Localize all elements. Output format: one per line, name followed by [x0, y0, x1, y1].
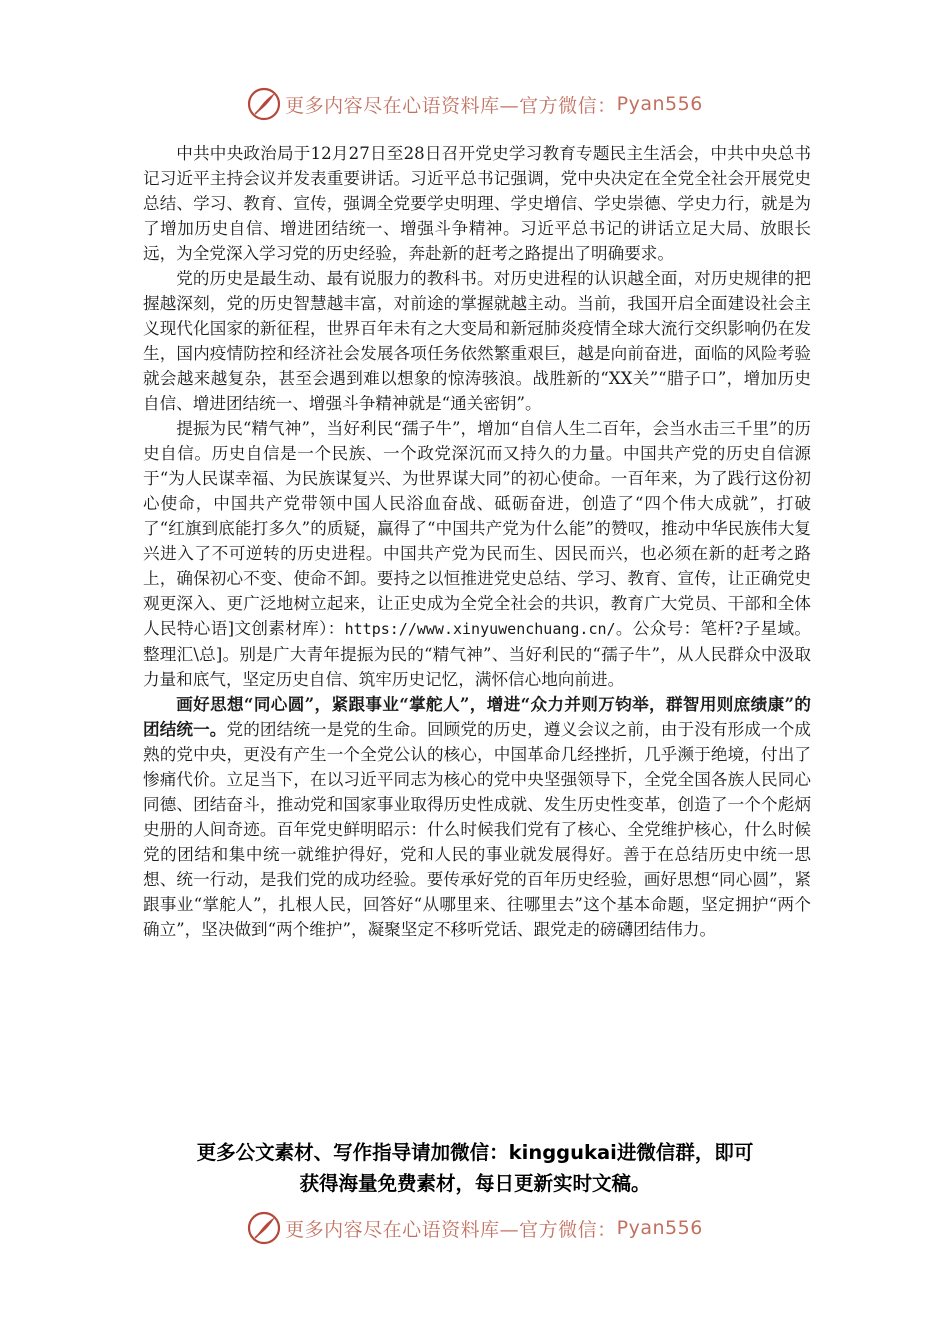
banner-text: 更多内容尽在心语资料库—官方微信：: [285, 1218, 617, 1241]
paragraph-4-heading: 画好思想“同心圆”，紧跟事业“掌舵人”，增进“众力并则万钧举，群智用则庶绩康”的团结统一。: [143, 694, 811, 739]
header-banner: [0, 84, 950, 124]
paragraph-4: [143, 692, 811, 942]
banner-text: 更多内容尽在心语资料库—官方微信：: [285, 94, 617, 117]
website-link[interactable]: https://www.xinyuwenchuang.cn/: [344, 620, 616, 638]
banner-wechat-id: Pyan556: [616, 1217, 703, 1239]
paragraph-1: 中共中央政治局于12月27日至28日召开党史学习教育专题民主生活会，中共中央总书记习近平主持会议并发表重要讲话。习近平总书记强调，党中央决定在全党全社会开展党史总结、学习、教育、宣传，强调全党要学史明理、学史增信、学史崇德、学史力行，就是为了增加历史自信、增进团结统一、增强斗争精神。习近平总书记的讲话立足大局、放眼长远，为全党深入学习党的历史经验，奔赴新的赶考之路提出了明确要求。: [143, 144, 811, 263]
feather-pen-logo-icon: [247, 1211, 281, 1245]
paragraph-3-text-b: 。公众号：笔杆?子星域。整理汇\总]。别是广大青年提振为民的“精气神”、当好利民的“孺子牛”，从人民群众中汲取力量和底气，坚定历史自信、筑牢历史记忆，满怀信心地向前进。: [143, 619, 811, 689]
paragraph-2: 党的历史是最生动、最有说服力的教科书。对历史进程的认识越全面，对历史规律的把握越深刻，党的历史智慧越丰富，对前途的掌握就越主动。当前，我国开启全面建设社会主义现代化国家的新征程，世界百年未有之大变局和新冠肺炎疫情全球大流行交织影响仍在发生，国内疫情防控和经济社会发展各项任务依然繁重艰巨，越是向前奋进，面临的风险考验就会越来越复杂，甚至会遇到难以想象的惊涛骇浪。战胜新的“XX关”“腊子口”，增加历史自信、增进团结统一、增强斗争精神就是“通关密钥”。: [143, 269, 811, 413]
footer-banner: [0, 1208, 950, 1248]
banner-wechat-id: Pyan556: [616, 93, 703, 115]
footer-line-2: 获得海量免费素材，每日更新实时文稿。: [299, 1172, 651, 1195]
paragraph-3: [143, 416, 811, 692]
footer-line-1: 更多公文素材、写作指导请加微信：kinggukai进微信群，即可: [196, 1141, 754, 1164]
article-body: [143, 141, 811, 942]
feather-pen-logo-icon: [247, 87, 281, 121]
footer-cta: [100, 1137, 850, 1199]
paragraph-4-text: 党的团结统一是党的生命。回顾党的历史，遵义会议之前，由于没有形成一个成熟的党中央，更没有产生一个全党公认的核心，中国革命几经挫折，几乎濒于绝境，付出了惨痛代价。立足当下，在以习近平同志为核心的党中央坚强领导下，全党全国各族人民同心同德、团结奋斗，推动党和国家事业取得历史性成就、发生历史性变革，创造了一个个彪炳史册的人间奇迹。百年党史鲜明昭示：什么时候我们党有了核心、全党维护核心，什么时候党的团结和集中统一就维护得好，党和人民的事业就发展得好。善于在总结历史中统一思想、统一行动，是我们党的成功经验。要传承好党的百年历史经验，画好思想“同心圆”，紧跟事业“掌舵人”，扎根人民，回答好“从哪里来、往哪里去”这个基本命题，坚定拥护“两个确立”，坚决做到“两个维护”，凝聚坚定不移听党话、跟党走的磅礴团结伟力。: [143, 720, 811, 939]
paragraph-3-text-a: 提振为民“精气神”，当好利民“孺子牛”，增加“自信人生二百年，会当水击三千里”的历史自信。历史自信是一个民族、一个政党深沉而又持久的力量。中国共产党的历史自信源于“为人民谋幸福、为民族谋复兴、为世界谋大同”的初心使命。一百年来，为了践行这份初心使命，中国共产党带领中国人民浴血奋战、砥砺奋进，创造了“四个伟大成就”，打破了“红旗到底能打多久”的质疑，赢得了“中国共产党为什么能”的赞叹，推动中华民族伟大复兴进入了不可逆转的历史进程。中国共产党为民而生、因民而兴，也必须在新的赶考之路上，确保初心不变、使命不卸。要持之以恒推进党史总结、学习、教育、宣传，让正确党史观更深入、更广泛地树立起来，让正史成为全党全社会的共识，教育广大党员、干部和全体人民特心语]文创素材库）：: [143, 419, 811, 638]
